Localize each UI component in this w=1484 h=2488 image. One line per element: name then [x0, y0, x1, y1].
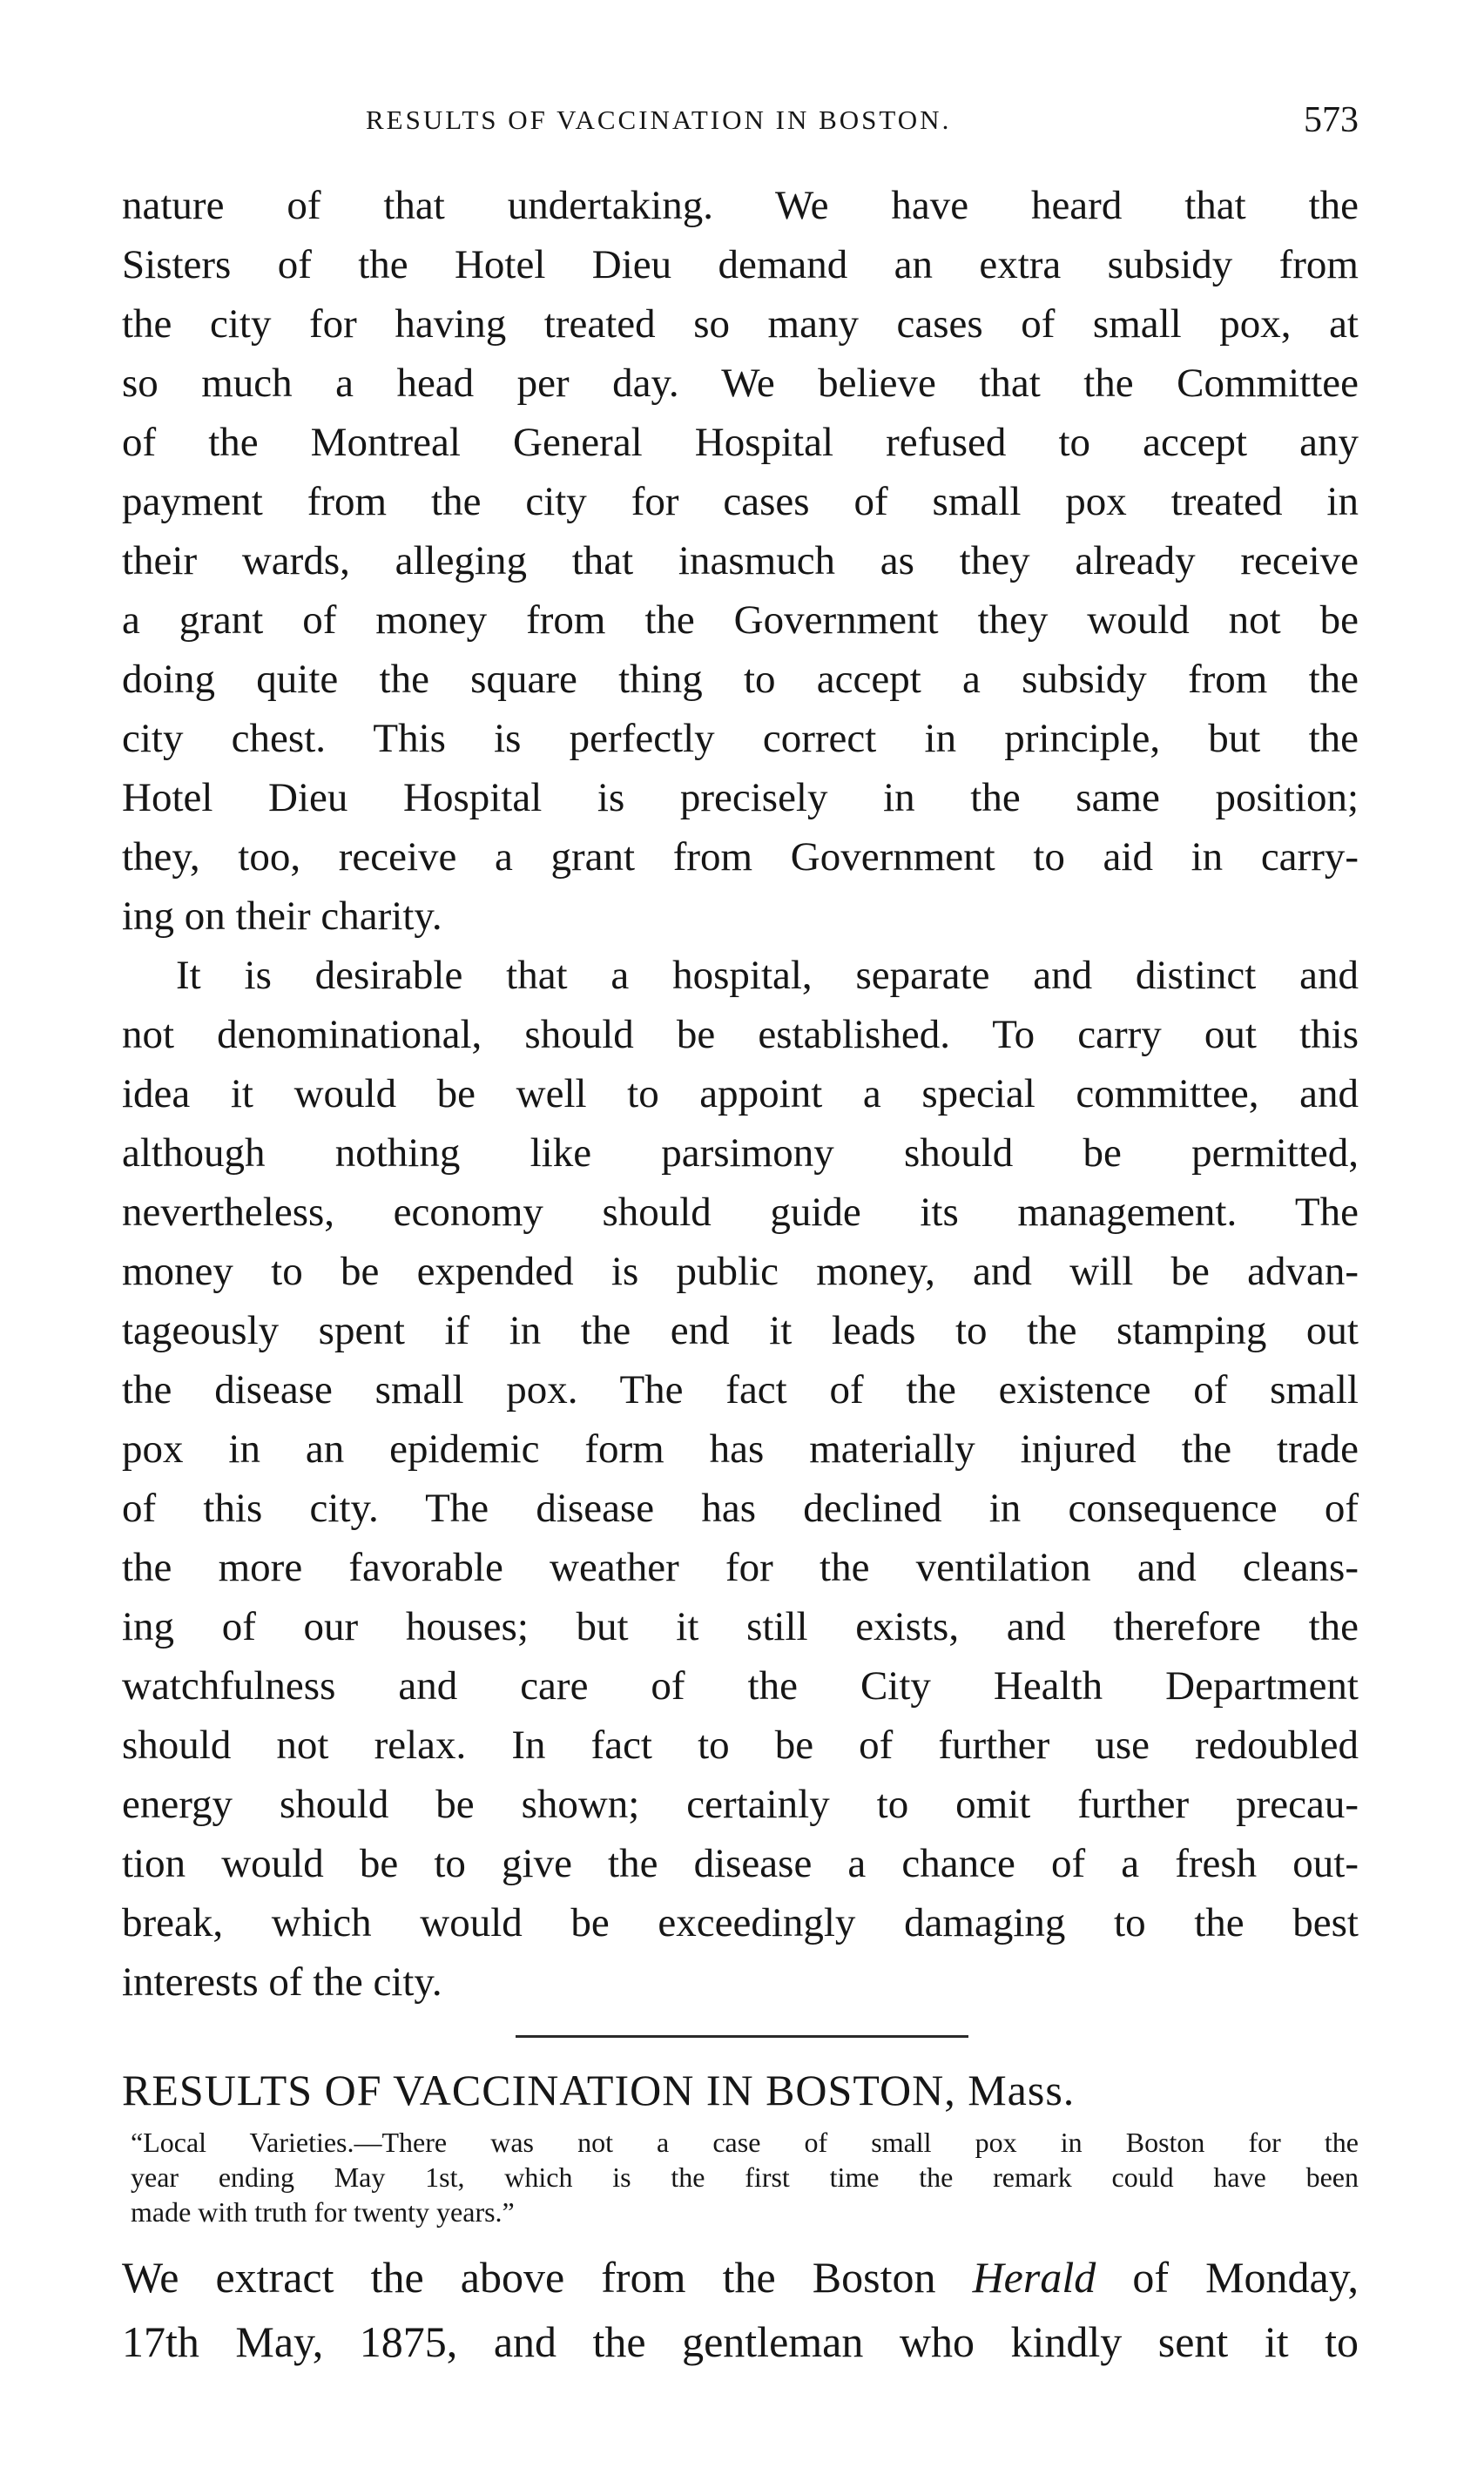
text-line: payment from the city for cases of small pox treated in [122, 479, 1359, 524]
paragraph-first-line: It is desirable that a hospital, separate and distinct and [176, 953, 1359, 998]
quote-line: “Local Varieties.—There was not a case of small pox in Boston for the [131, 2127, 1359, 2158]
newspaper-quote [131, 2125, 1359, 2229]
quote-line: made with truth for twenty years.” [131, 2196, 515, 2228]
text-line: tageously spent if in the end it leads to the stamping out [122, 1308, 1359, 1353]
text-line: ing of our houses; but it still exists, and therefore the [122, 1604, 1359, 1649]
text-line: watchfulness and care of the City Health Department [122, 1663, 1359, 1709]
text-line: idea it would be well to appoint a special committee, and [122, 1071, 1359, 1116]
text-line: Sisters of the Hotel Dieu demand an extra subsidy from [122, 242, 1359, 287]
text-line: not denominational, should be established. To carry out this [122, 1012, 1359, 1057]
text-line: of the Montreal General Hospital refused to accept any [122, 420, 1359, 465]
text-line: pox in an epidemic form has materially injured the trade [122, 1426, 1359, 1472]
text-line: city chest. This is perfectly correct in principle, but the [122, 716, 1359, 761]
page-number: 573 [1304, 100, 1359, 140]
closing-line-1-after: of Monday, [1096, 2253, 1359, 2302]
text-line: the disease small pox. The fact of the existence of small [122, 1367, 1359, 1413]
running-title: RESULTS OF VACCINATION IN BOSTON. [366, 105, 952, 135]
text-line: a grant of money from the Government they would not be [122, 597, 1359, 643]
text-line: interests of the city. [122, 1959, 442, 2005]
text-line: should not relax. In fact to be of further use redoubled [122, 1723, 1359, 1768]
text-line: so much a head per day. We believe that the Committee [122, 361, 1359, 406]
closing-line-2: 17th May, 1875, and the gentleman who kindly sent it to [122, 2317, 1359, 2366]
text-line: money to be expended is public money, and will be advan- [122, 1249, 1359, 1294]
text-line: energy should be shown; certainly to omit further precau- [122, 1782, 1359, 1827]
text-line: tion would be to give the disease a chance of a fresh out- [122, 1841, 1359, 1886]
text-line: nature of that undertaking. We have heard that the [122, 183, 1359, 228]
quote-line: year ending May 1st, which is the first time the remark could have been [131, 2161, 1359, 2193]
text-line: they, too, receive a grant from Government to aid in carry- [122, 834, 1359, 880]
text-line: doing quite the square thing to accept a subsidy from the [122, 657, 1359, 702]
section-divider [516, 2035, 968, 2038]
text-line: nevertheless, economy should guide its management. The [122, 1190, 1359, 1235]
text-line: although nothing like parsimony should be permitted, [122, 1130, 1359, 1176]
closing-line-1 [122, 2245, 1359, 2309]
running-head [122, 94, 1359, 146]
text-line: the more favorable weather for the ventilation and cleans- [122, 1545, 1359, 1590]
text-line: break, which would be exceedingly damaging to the best [122, 1900, 1359, 1945]
newspaper-title: Herald [972, 2253, 1096, 2302]
closing-line-1-before: We extract the above from the Boston [122, 2253, 973, 2302]
text-line: ing on their charity. [122, 893, 442, 939]
text-line: of this city. The disease has declined in consequence of [122, 1486, 1359, 1531]
body-text [122, 176, 1359, 2012]
text-line: Hotel Dieu Hospital is precisely in the same position; [122, 775, 1359, 820]
text-line: their wards, alleging that inasmuch as they already receive [122, 538, 1359, 583]
closing-paragraph [122, 2245, 1359, 2374]
article-heading: RESULTS OF VACCINATION IN BOSTON, Mass. [122, 2066, 1076, 2114]
text-line: the city for having treated so many cases of small pox, at [122, 301, 1359, 347]
